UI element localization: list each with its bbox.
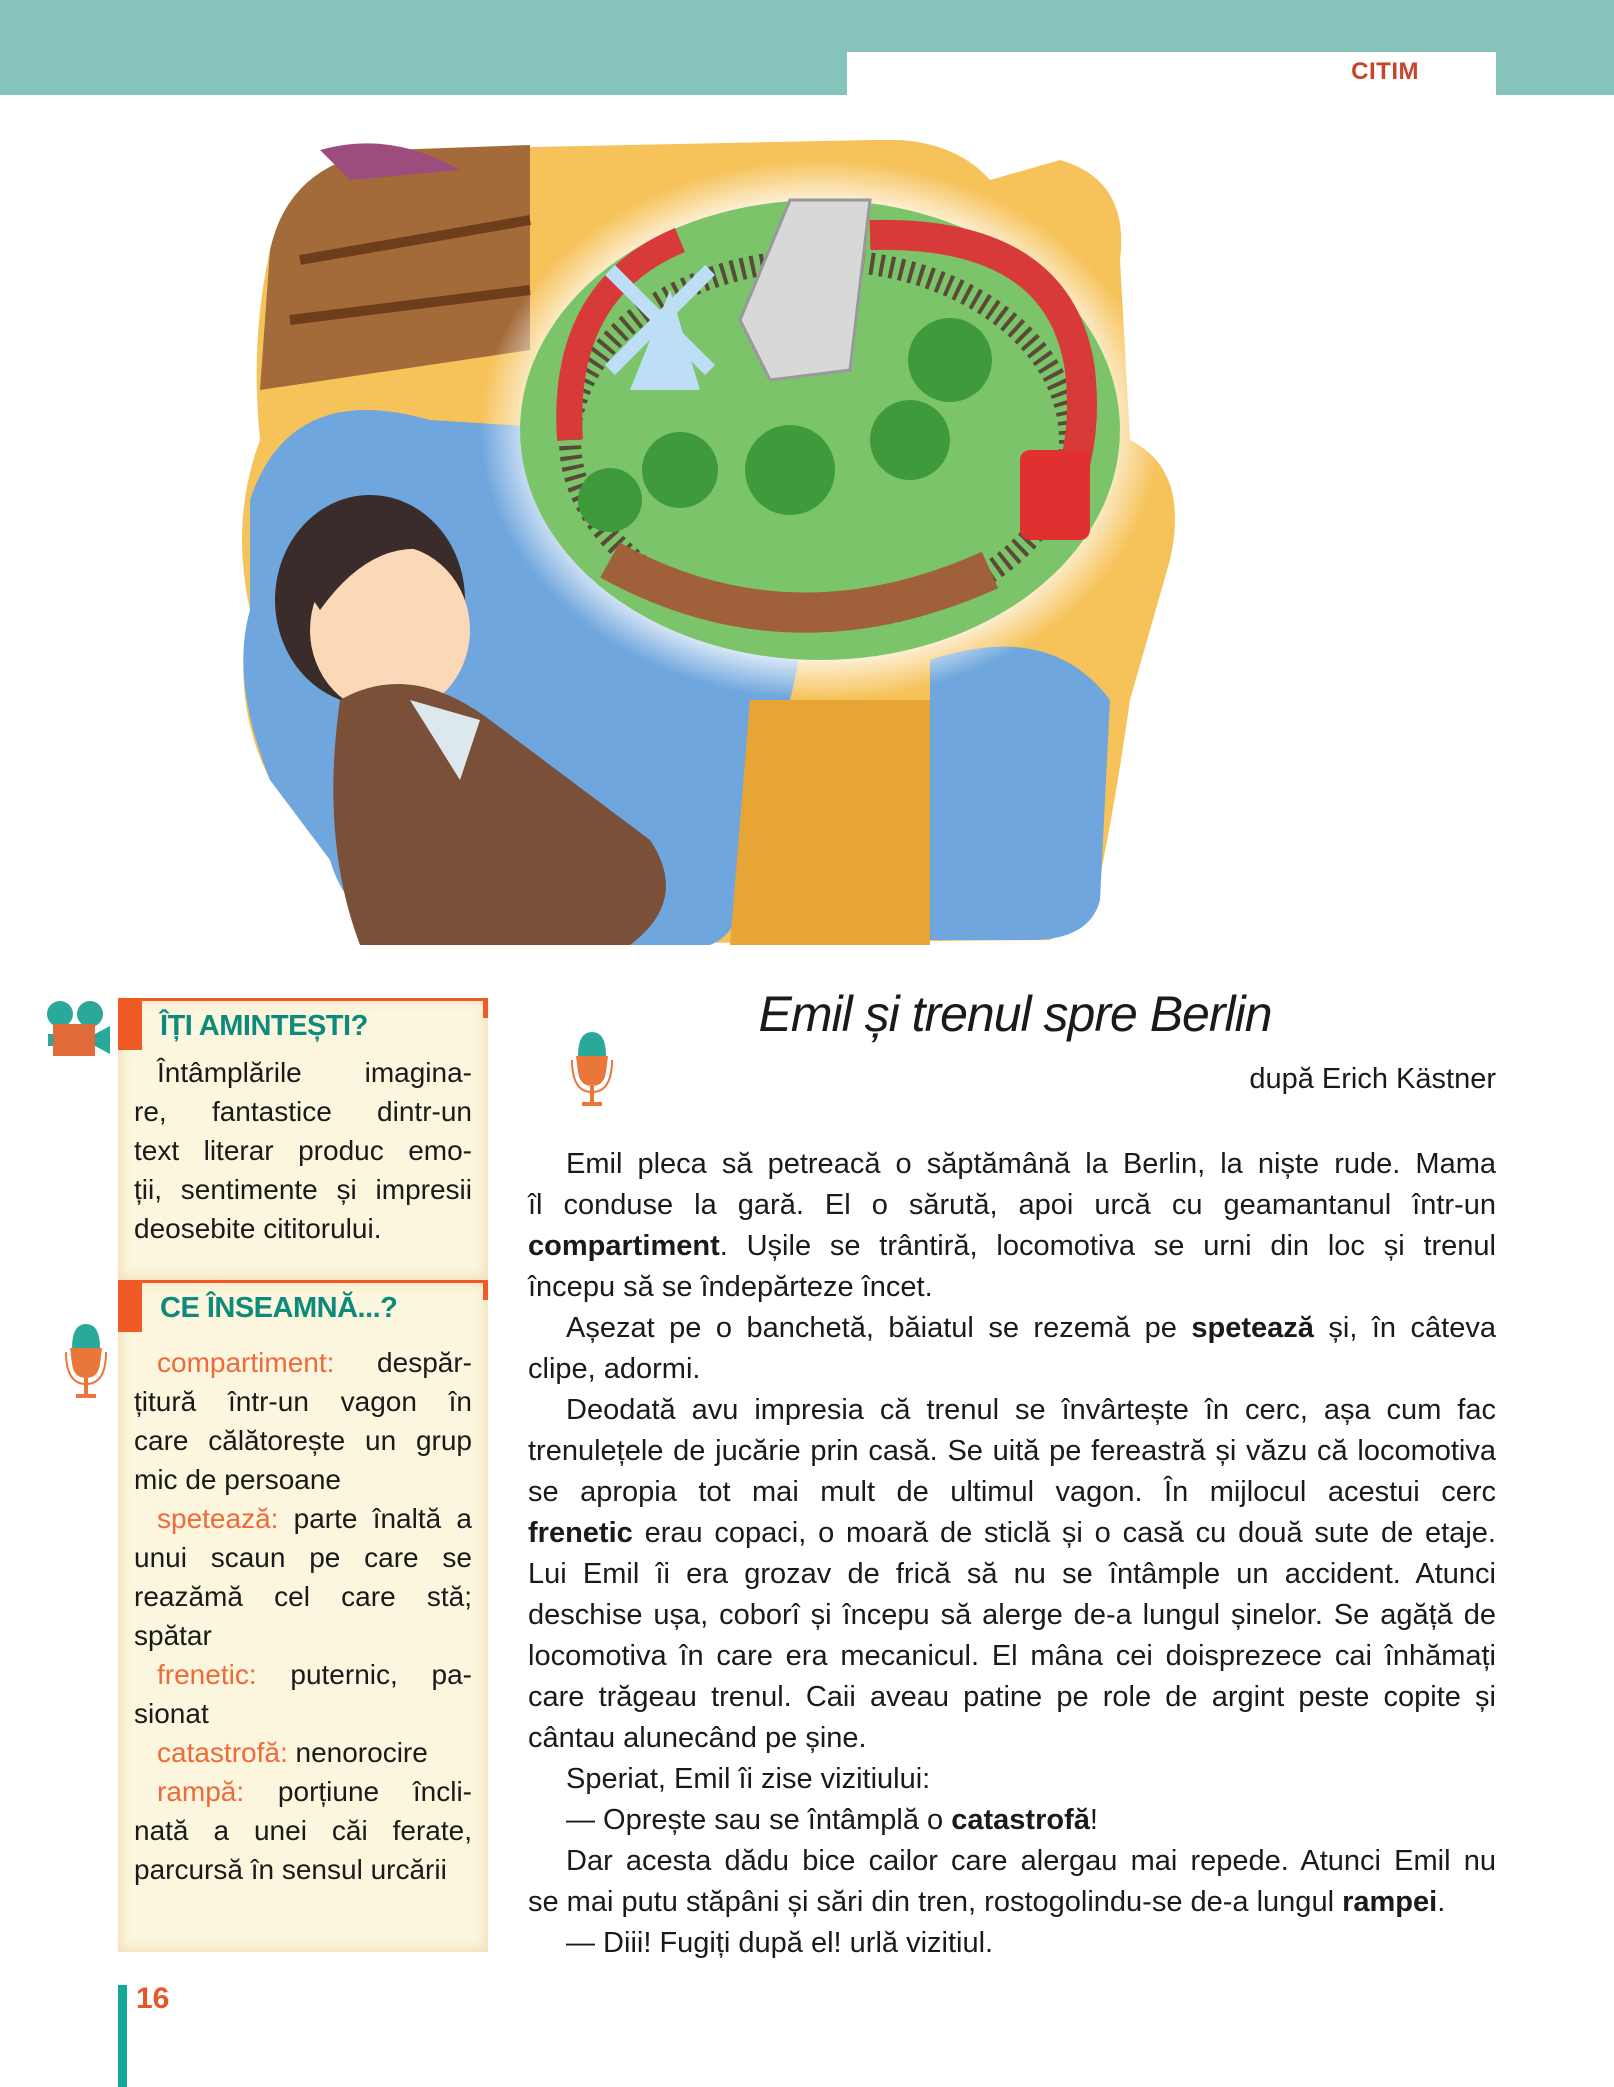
glossary-line: spătar xyxy=(134,1620,212,1651)
glossary-word: compartiment xyxy=(528,1230,720,1262)
glossary-line: reazămă cel care stă; xyxy=(134,1581,472,1612)
glossary-box xyxy=(118,1280,488,1952)
story-line xyxy=(528,1267,1496,1308)
text-segment: locomotiva în care era mecanicul. El mâna cei doisprezece cai înhămați xyxy=(528,1640,1496,1672)
glossary-line: compartiment: despăr- xyxy=(157,1347,472,1378)
text-segment: clipe, adormi. xyxy=(528,1353,701,1385)
text-segment: Deodată avu impresia că trenul se învârtește în cerc, așa cum fac xyxy=(566,1394,1496,1426)
story-line xyxy=(528,1923,1496,1964)
glossary-line: nată a unei căi ferate, xyxy=(134,1815,472,1846)
text-segment: trenulețele de jucărie prin casă. Se uită pe fereastră și văzu că locomotiva xyxy=(528,1435,1496,1467)
glossary-line: catastrofă: nenorocire xyxy=(157,1737,428,1768)
text-segment: — Oprește sau se întâmplă o xyxy=(566,1804,952,1836)
glossary-term: catastrofă: xyxy=(157,1737,288,1768)
text-segment: . xyxy=(1437,1886,1446,1918)
story-line xyxy=(528,1390,1496,1431)
story-line xyxy=(528,1144,1496,1185)
page-number: 16 xyxy=(136,1982,170,2015)
text-segment: începu să se îndepărteze încet. xyxy=(528,1271,933,1303)
text-segment: se apropia tot mai mult de ultimul vagon. În mijlocul acestui cerc xyxy=(528,1476,1496,1508)
glossary-line: spetează: parte înaltă a xyxy=(157,1503,472,1534)
glossary-word: spetează xyxy=(1191,1312,1314,1344)
story-line xyxy=(528,1431,1496,1472)
story-line xyxy=(528,1308,1496,1349)
text-segment: Lui Emil îi era grozav de frică să nu se întâmple un accident. Atunci xyxy=(528,1558,1496,1590)
text-segment: ! xyxy=(1089,1804,1098,1836)
glossary-term: rampă: xyxy=(157,1776,245,1807)
story-line xyxy=(528,1513,1496,1554)
glossary-line: rampă: porțiune încli- xyxy=(157,1776,472,1807)
page-number-bar xyxy=(118,1985,127,2087)
section-label: CITIM xyxy=(1351,58,1419,85)
glossary-word: rampei xyxy=(1342,1886,1438,1918)
story-line xyxy=(528,1677,1496,1718)
glossary-line: frenetic: puternic, pa- xyxy=(157,1659,472,1690)
glossary-line: țitură într-un vagon în xyxy=(134,1386,472,1417)
text-segment: cântau alunecând pe șine. xyxy=(528,1722,867,1754)
story-line xyxy=(528,1226,1496,1267)
remember-title: ÎȚI AMINTEȘTI? xyxy=(160,1010,368,1042)
remember-line: Întâmplările imagina- xyxy=(157,1057,472,1088)
text-segment: erau copaci, o moară de sticlă și o casă cu două sute de etaje. xyxy=(632,1517,1496,1549)
text-segment: se mai putu stăpâni și sări din tren, rostogolindu-se de-a lungul xyxy=(528,1886,1343,1918)
text-segment: Emil pleca să petreacă o săptămână la Berlin, la niște rude. Mama xyxy=(566,1148,1496,1180)
story-title: Emil și trenul spre Berlin xyxy=(758,986,1272,1042)
remember-line: text literar produc emo- xyxy=(134,1135,472,1166)
story-text xyxy=(528,1144,1496,1964)
text-segment: deschise ușa, coborî și începu să alerge de-a lungul șinelor. Se agăță de xyxy=(528,1599,1496,1631)
story-line xyxy=(528,1882,1496,1923)
glossary-line: unui scaun pe care se xyxy=(134,1542,472,1573)
glossary-line: mic de persoane xyxy=(134,1464,342,1495)
remember-line: deosebite cititorului. xyxy=(134,1213,382,1244)
microphone-icon xyxy=(64,1322,108,1404)
text-segment: Dar acesta dădu bice cailor care alergau mai repede. Atunci Emil nu xyxy=(566,1845,1496,1877)
film-camera-icon xyxy=(40,1000,112,1060)
glossary-word: catastrofă xyxy=(951,1804,1090,1836)
story-line xyxy=(528,1718,1496,1759)
glossary-title: CE ÎNSEAMNĂ...? xyxy=(160,1292,398,1324)
text-segment: care trăgeau trenul. Caii aveau patine pe role de argint peste copite și xyxy=(528,1681,1496,1713)
story-line xyxy=(528,1472,1496,1513)
story-line xyxy=(528,1349,1496,1390)
story-line xyxy=(528,1595,1496,1636)
text-segment: . Ușile se trântiră, locomotiva se urni din loc și trenul xyxy=(719,1230,1496,1262)
story-line xyxy=(528,1841,1496,1882)
glossary-term: frenetic: xyxy=(157,1659,257,1690)
glossary-line: sionat xyxy=(134,1698,209,1729)
text-segment: Speriat, Emil îi zise vizitiului: xyxy=(566,1763,931,1795)
glossary-line: care călătorește un grup xyxy=(134,1425,472,1456)
glossary-word: frenetic xyxy=(528,1517,633,1549)
story-author: după Erich Kästner xyxy=(1249,1063,1496,1095)
story-line xyxy=(528,1554,1496,1595)
story-line xyxy=(528,1759,1496,1800)
text-segment: — Diii! Fugiți după el! urlă vizitiul. xyxy=(566,1927,994,1959)
story-illustration xyxy=(230,140,1330,950)
glossary-entries xyxy=(134,1343,472,1889)
glossary-term: spetează: xyxy=(157,1503,279,1534)
remember-line: ții, sentimente și impresii xyxy=(134,1174,472,1205)
story-line xyxy=(528,1185,1496,1226)
glossary-term: compartiment: xyxy=(157,1347,335,1378)
remember-box xyxy=(118,998,488,1280)
remember-text xyxy=(134,1053,472,1248)
glossary-line: parcursă în sensul urcării xyxy=(134,1854,447,1885)
text-segment: îl conduse la gară. El o sărută, apoi urcă cu geamantanul într-un xyxy=(528,1189,1496,1221)
text-segment: Așezat pe o banchetă, băiatul se rezemă pe xyxy=(566,1312,1192,1344)
story-line xyxy=(528,1636,1496,1677)
remember-line: re, fantastice dintr-un xyxy=(134,1096,472,1127)
text-segment: și, în câteva xyxy=(1313,1312,1496,1344)
story-line xyxy=(528,1800,1496,1841)
